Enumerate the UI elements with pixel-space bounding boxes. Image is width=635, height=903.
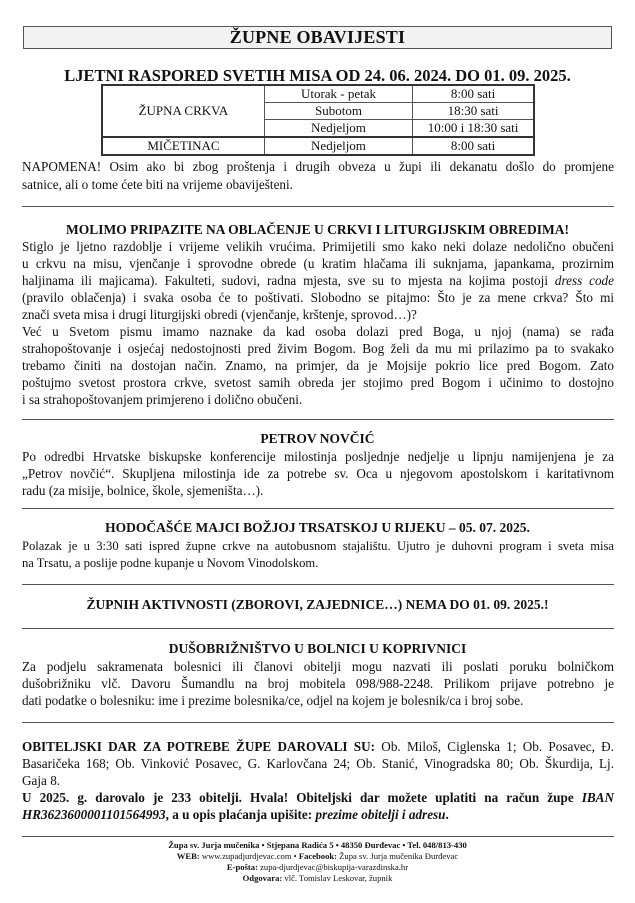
gift-line: Gaja 8. — [22, 773, 61, 788]
day-cell: Nedjeljom — [264, 137, 412, 155]
time-cell: 10:00 i 18:30 sati — [413, 120, 534, 138]
table-row — [102, 137, 534, 155]
dress-line: (pravilo oblačenja) i svaka osoba će to poštivati. Slobodno se pitajmo: Što je za mene crkva? Što mi — [22, 290, 614, 305]
schedule-note-line: NAPOMENA! Osim ako bi zbog proštenja i drugih obveza u župi ili dekanatu došlo do promjene — [22, 159, 614, 174]
footer-web-line — [20, 851, 615, 862]
dress-line: Već u Svetom pismu imamo naznake da kad osoba dolazi pred Boga, u njoj (nama) se rađa — [22, 324, 614, 339]
payment-note: prezime obitelji i adresu — [315, 807, 446, 822]
dress-heading: MOLIMO PRIPAZITE NA OBLAČENJE U CRKVI I LITURGIJSKIM OBREDIMA! — [65, 222, 570, 237]
pilgrimage-line: Polazak je u 3:30 sati ispred župne crkve na autobusnom stajalištu. Ujutro je duhovni program i sveta misa — [22, 539, 614, 553]
dress-line: Stiglo je ljetno razdoblje i vrijeme velikih vrućima. Primijetili smo kako neki dolaze nedolično obučeni — [22, 239, 614, 254]
page-title-box — [23, 26, 612, 49]
hospital-heading: DUŠOBRIŽNIŠTVO U BOLNICI U KOPRIVNICI — [168, 641, 467, 656]
pilgrimage-line: na Trsatu, a poslije podne kupanje u Novom Vinodolskom. — [22, 556, 319, 570]
time-cell: 8:00 sati — [413, 137, 534, 155]
hospital-line: dati podatke o bolesniku: ime i prezime bolesnika/ce, odjel na kojem je bolesnik/ca i broj sobe. — [22, 693, 524, 708]
section-divider — [22, 628, 614, 629]
day-cell: Subotom — [264, 103, 412, 120]
page-title: ŽUPNE OBAVIJESTI — [229, 27, 406, 47]
dress-line: poštujmo svetost prostora crkve, svetost samih obreda jer stojimo pred Bogom i učinimo to dostojno — [22, 375, 614, 390]
gift-line — [22, 738, 614, 755]
dress-line: strahopoštovanje i osjećaj nedostojnosti pred živim Bogom. Bog želi da mu mi prilazimo pa to svakako — [22, 341, 614, 356]
gift-thanks-text: , a u opis plaćanja upišite: — [165, 807, 316, 822]
schedule-heading: LJETNI RASPORED SVETIH MISA OD 24. 06. 2024. DO 01. 09. 2025. — [64, 66, 571, 85]
footer-email-line — [20, 862, 615, 873]
dress-code-term: dress code — [554, 273, 615, 288]
petrov-line: radu (za misije, bolnice, škole, sjemeništa…). — [22, 483, 264, 498]
place-cell: ŽUPNA CRKVA — [102, 85, 264, 137]
time-cell: 8:00 sati — [413, 85, 534, 103]
responsible-label: Odgovara: — [242, 873, 283, 883]
email-link[interactable]: zupa-djurdjevac@biskupija-varazdinska.hr — [257, 862, 409, 872]
gift-heading: OBITELJSKI DAR ZA POTREBE ŽUPE DAROVALI SU: — [22, 739, 376, 754]
petrov-line: Po odredbi Hrvatske biskupske konferencije milostinja posljednje nedjelje u lipnju namijenjena je za — [22, 449, 614, 464]
schedule-note-line: satnice, ali o tome ćete biti na vrijeme obaviješteni. — [22, 177, 293, 192]
day-cell: Utorak - petak — [264, 85, 412, 103]
dress-line-text: haljinama ili majicama). Fakulteti, sudovi, radna mjesta, sve su to mjesta na kojima postoji — [22, 273, 548, 288]
dress-line — [22, 272, 614, 289]
responsible-name: vlč. Tomislav Leskovar, župnik — [282, 873, 393, 883]
gift-thanks-line — [22, 789, 614, 806]
gift-thanks-line — [22, 806, 614, 823]
place-cell: MIČETINAC — [102, 137, 264, 155]
dress-line: i sa strahopoštovanjem primjereno i dolično obučeni. — [22, 392, 303, 407]
hospital-line: dušobrižniku vlč. Davoru Šumandlu na broj mobitela 098/988-2248. Prilikom prijave potrebno je — [22, 676, 614, 691]
petrov-heading: PETROV NOVČIĆ — [260, 431, 375, 446]
section-divider — [22, 508, 614, 509]
section-divider — [22, 584, 614, 585]
hospital-line: Za podjelu sakramenata bolesnici ili članovi obitelji mogu nazvati ili poslati poruku bolničkom — [22, 659, 614, 674]
section-divider — [22, 722, 614, 723]
gift-thanks-text: U 2025. g. darovalo je 233 obitelji. Hvala! Obiteljski dar možete uplatiti na račun župe — [22, 790, 574, 805]
petrov-line: „Petrov novčić“. Skupljena milostinja ide za potrebe sv. Oca u njegovom apostolskom i karitativnom — [22, 466, 614, 481]
table-row — [102, 85, 534, 103]
footer-address: Župa sv. Jurja mučenika • Stjepana Radića 5 • 48350 Đurđevac • Tel. 048/813-430 — [168, 840, 467, 850]
gift-line: Basaričeka 168; Ob. Vinković Posavec, G. Karlovčana 24; Ob. Stanić, Vinogradska 80; Ob. Škurdija, Lj. — [22, 756, 614, 771]
iban-number: HR3623600001101564993 — [22, 807, 166, 822]
mass-schedule-table — [101, 84, 535, 156]
facebook-label: Facebook: — [298, 851, 338, 861]
footer-responsible-line — [20, 873, 615, 884]
dress-line: trebamo činiti na dostojan način. Znamo, na primjer, da je Mojsije pokrio lice pred Bogom. Zato — [22, 358, 614, 373]
web-link[interactable]: www.zupadjurdjevac.com • — [199, 851, 299, 861]
iban-label: IBAN — [581, 790, 614, 805]
dress-line: znači sveta misa i drugi liturgijski obredi (vjenčanje, krštenje, sprovod…)? — [22, 307, 417, 322]
gift-thanks-end: . — [445, 807, 449, 822]
time-cell: 18:30 sati — [413, 103, 534, 120]
day-cell: Nedjeljom — [264, 120, 412, 138]
activities-heading: ŽUPNIH AKTIVNOSTI (ZBOROVI, ZAJEDNICE…) NEMA DO 01. 09. 2025.! — [86, 597, 549, 612]
email-label: E-pošta: — [226, 862, 258, 872]
facebook-link[interactable]: Župa sv. Jurja mučenika Đurđevac — [337, 851, 459, 861]
web-label: WEB: — [176, 851, 200, 861]
footer-divider — [22, 836, 614, 837]
dress-line: u crkvu na misu, vjenčanje i sprovodne obrede (u kratim hlačama ili suknjama, japankama, prozirnim — [22, 256, 614, 271]
gift-text: Ob. Miloš, Ciglenska 1; Ob. Posavec, Đ. — [375, 739, 614, 754]
section-divider — [22, 419, 614, 420]
section-divider — [22, 206, 614, 207]
pilgrimage-heading: HODOČAŠĆE MAJCI BOŽJOJ TRSATSKOJ U RIJEKU – 05. 07. 2025. — [105, 520, 530, 535]
